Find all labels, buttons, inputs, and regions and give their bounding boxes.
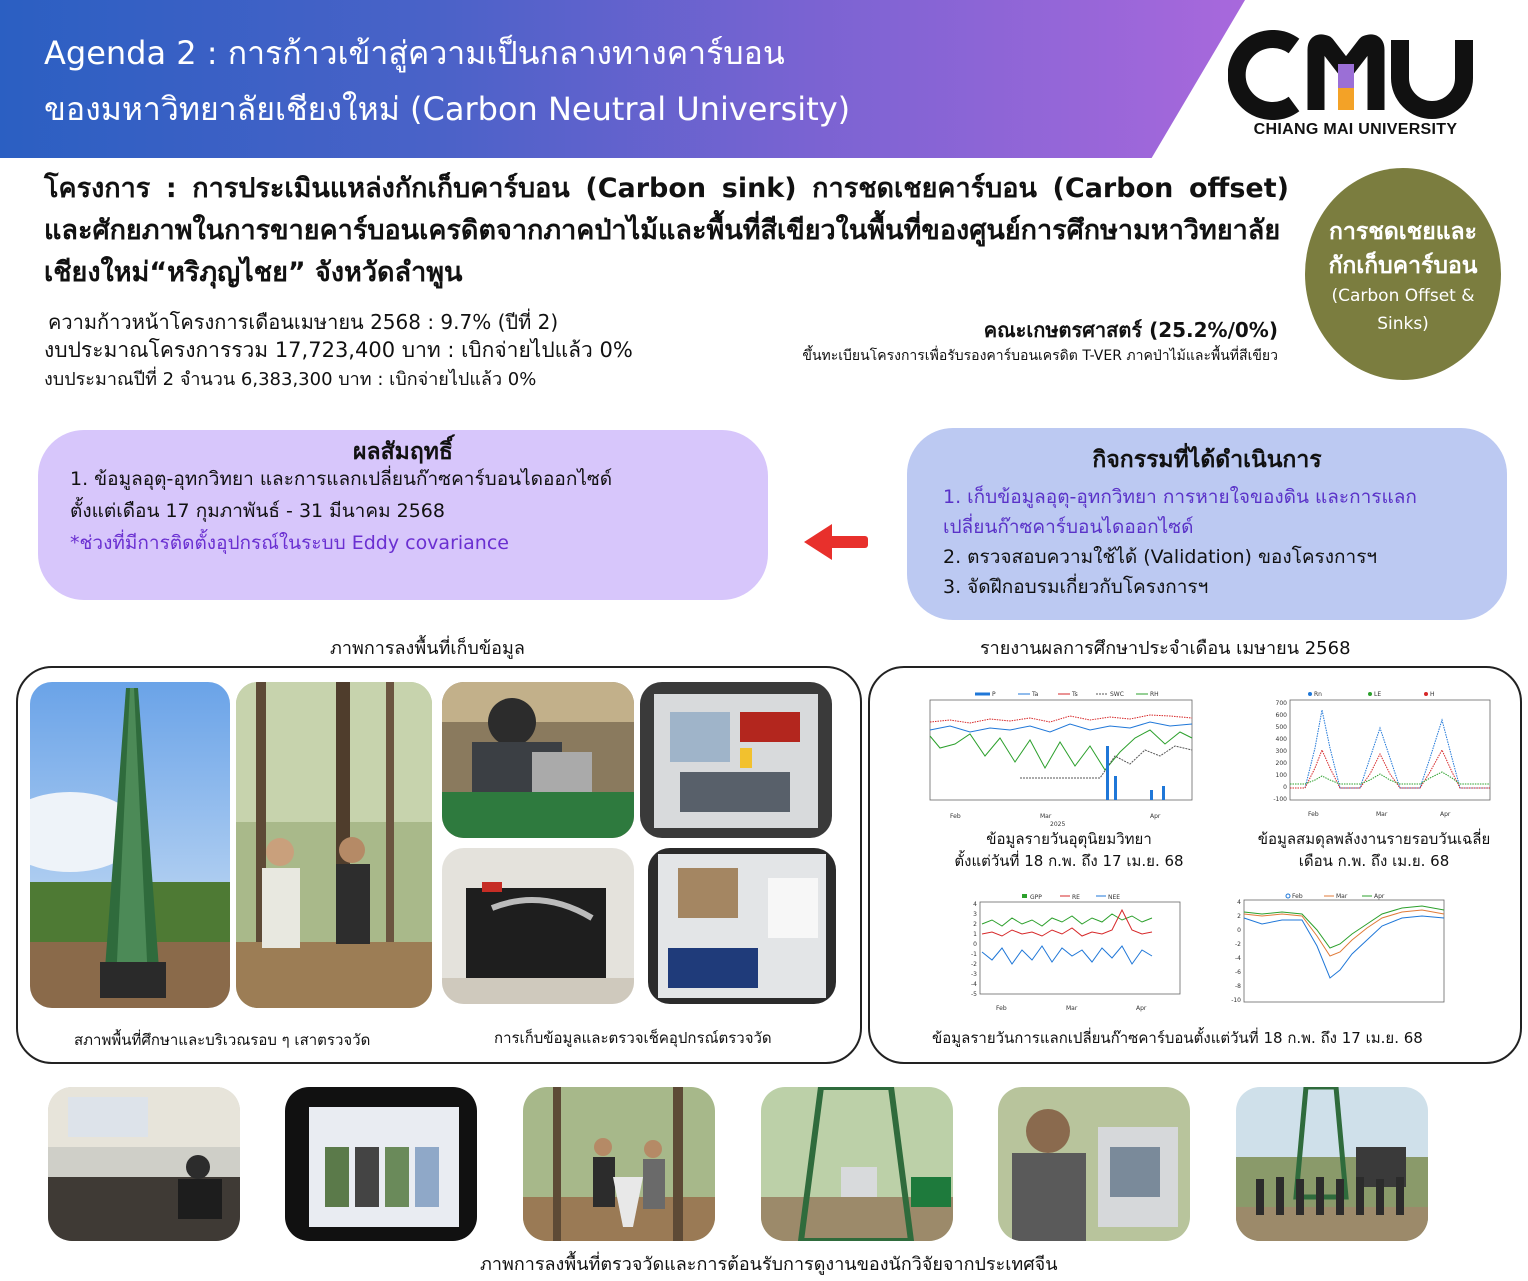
energy-legend-rn: Rn <box>1314 691 1322 698</box>
badge-line3: (Carbon Offset & <box>1331 286 1475 306</box>
met-legend-ts: Ts <box>1072 691 1078 698</box>
svg-text:700: 700 <box>1275 700 1287 707</box>
met-month-feb: Feb <box>950 813 961 820</box>
svg-text:-4: -4 <box>971 981 977 988</box>
budget-total: งบประมาณโครงการรวม 17,723,400 บาท : เบิกจ่ายไปแล้ว 0% <box>44 338 633 362</box>
svg-text:0: 0 <box>1283 784 1287 791</box>
report-charts-panel <box>868 666 1522 1064</box>
registration-note: ขึ้นทะเบียนโครงการเพื่อรับรองคาร์บอนเครดิต T-VER ภาคป่าไม้และพื้นที่สีเขียว <box>802 348 1278 364</box>
flux-month-mar: Mar <box>1066 1005 1078 1012</box>
svg-text:500: 500 <box>1275 724 1287 731</box>
field-section-caption: ภาพการลงพื้นที่เก็บข้อมูล <box>330 638 525 659</box>
project-progress: ความก้าวหน้าโครงการเดือนเมษายน 2568 : 9.7% (ปีที่ 2) <box>48 310 559 334</box>
control-box-photo <box>648 848 836 1004</box>
met-month-apr: Apr <box>1150 813 1161 820</box>
field-photos-panel <box>16 666 862 1064</box>
met-month-mar: Mar <box>1040 813 1052 820</box>
energy-legend-le: LE <box>1374 691 1382 698</box>
battery-photo <box>442 848 634 1004</box>
svg-text:300: 300 <box>1275 748 1287 755</box>
datalogger-photo <box>640 682 832 838</box>
results-box <box>38 430 768 600</box>
meteorology-chart <box>900 686 1220 828</box>
equipment-check-photo <box>998 1087 1190 1241</box>
diurnal-legend-mar: Mar <box>1336 893 1348 900</box>
met-legend-ta: Ta <box>1032 691 1039 698</box>
budget-year2: งบประมาณปีที่ 2 จำนวน 6,383,300 บาท : เบิกจ่ายไปแล้ว 0% <box>44 369 537 390</box>
activities-box <box>907 428 1507 620</box>
presentation-photo <box>285 1087 477 1241</box>
svg-text:-2: -2 <box>971 961 977 968</box>
report-section-caption: รายงานผลการศึกษาประจำเดือน เมษายน 2568 <box>980 638 1351 659</box>
results-title: ผลสัมฤทธิ์ <box>353 439 453 465</box>
svg-text:0: 0 <box>973 941 977 948</box>
flux-month-feb: Feb <box>996 1005 1007 1012</box>
meeting-photo <box>48 1087 240 1241</box>
activity-line1: 1. เก็บข้อมูลอุตุ-อุทกวิทยา การหายใจของดิน และการแลก <box>943 486 1417 508</box>
energy-month-apr: Apr <box>1440 811 1451 818</box>
svg-text:-3: -3 <box>971 971 977 978</box>
field-visit-photo <box>523 1087 715 1241</box>
flux-caption: ข้อมูลรายวันการแลกเปลี่ยนก๊าซคาร์บอนตั้งแต่วันที่ 18 ก.พ. ถึง 17 เม.ย. 68 <box>932 1029 1423 1047</box>
met-legend-p: P <box>992 691 996 698</box>
svg-text:-5: -5 <box>971 991 977 998</box>
bottom-caption: ภาพการลงพื้นที่ตรวจวัดและการต้อนรับการดูงานของนักวิจัยจากประเทศจีน <box>480 1254 1058 1275</box>
svg-text:-10: -10 <box>1231 997 1241 1004</box>
faculty-label: คณะเกษตรศาสตร์ (25.2%/0%) <box>983 318 1278 342</box>
svg-text:-4: -4 <box>1235 955 1241 962</box>
svg-text:-8: -8 <box>1235 983 1241 990</box>
met-year: 2025 <box>1050 821 1066 828</box>
svg-text:200: 200 <box>1275 760 1287 767</box>
activity-line3: 2. ตรวจสอบความใช้ได้ (Validation) ของโครงการฯ <box>943 546 1378 568</box>
svg-text:100: 100 <box>1275 772 1287 779</box>
agenda-title-line2: ของมหาวิทยาลัยเชียงใหม่ (Carbon Neutral University) <box>44 90 851 128</box>
svg-text:2: 2 <box>1237 913 1241 920</box>
svg-text:-1: -1 <box>971 951 977 958</box>
flux-month-apr: Apr <box>1136 1005 1147 1012</box>
svg-text:-100: -100 <box>1273 796 1287 803</box>
svg-text:600: 600 <box>1275 712 1287 719</box>
diurnal-legend-feb: Feb <box>1292 893 1303 900</box>
svg-text:3: 3 <box>973 911 977 918</box>
svg-text:1: 1 <box>973 931 977 938</box>
svg-text:2: 2 <box>973 921 977 928</box>
svg-text:400: 400 <box>1275 736 1287 743</box>
svg-text:-6: -6 <box>1235 969 1241 976</box>
svg-text:4: 4 <box>1237 899 1241 906</box>
results-line1: 1. ข้อมูลอุตุ-อุทกวิทยา และการแลกเปลี่ยนก๊าซคาร์บอนไดออกไซด์ <box>70 468 613 490</box>
carbon-flux-chart <box>956 890 1186 1016</box>
svg-text:0: 0 <box>1237 927 1241 934</box>
site-caption: สภาพพื้นที่ศึกษาและบริเวณรอบ ๆ เสาตรวจวัด <box>74 1031 371 1049</box>
flux-legend-nee: NEE <box>1108 894 1121 901</box>
energy-month-mar: Mar <box>1376 811 1388 818</box>
carbon-offset-badge <box>1305 168 1501 380</box>
equipment-caption: การเก็บข้อมูลและตรวจเช็คอุปกรณ์ตรวจวัด <box>494 1029 772 1047</box>
met-caption-line2: ตั้งแต่วันที่ 18 ก.พ. ถึง 17 เม.ย. 68 <box>954 852 1184 870</box>
left-arrow-icon <box>800 522 872 562</box>
energy-caption-line2: เดือน ก.พ. ถึง เม.ย. 68 <box>1298 852 1450 870</box>
group-photo <box>1236 1087 1428 1241</box>
badge-line2: กักเก็บคาร์บอน <box>1328 253 1478 279</box>
activity-line4: 3. จัดฝึกอบรมเกี่ยวกับโครงการฯ <box>943 576 1209 598</box>
diurnal-nee-chart <box>1222 890 1448 1016</box>
met-caption-line1: ข้อมูลรายวันอุตุนิยมวิทยา <box>986 830 1152 848</box>
tower-photo <box>30 682 230 1008</box>
tower-base-photo <box>761 1087 953 1241</box>
energy-month-feb: Feb <box>1308 811 1319 818</box>
badge-line1: การชดเชยและ <box>1329 219 1477 245</box>
flux-legend-gpp: GPP <box>1030 894 1042 901</box>
met-legend-swc: SWC <box>1110 691 1124 698</box>
activities-title: กิจกรรมที่ได้ดำเนินการ <box>1092 447 1322 473</box>
energy-legend-h: H <box>1430 691 1435 698</box>
results-note: *ช่วงที่มีการติดตั้งอุปกรณ์ในระบบ Eddy covariance <box>70 532 509 554</box>
energy-caption <box>1246 828 1502 872</box>
met-legend-rh: RH <box>1150 691 1159 698</box>
diurnal-legend-apr: Apr <box>1374 893 1385 900</box>
met-caption <box>954 828 1184 872</box>
agenda-title-line1: Agenda 2 : การก้าวเข้าสู่ความเป็นกลางทางคาร์บอน <box>44 34 785 72</box>
flux-legend-re: RE <box>1072 894 1080 901</box>
energy-caption-line1: ข้อมูลสมดุลพลังงานรายรอบวันเฉลี่ย <box>1257 830 1491 848</box>
svg-text:4: 4 <box>973 901 977 908</box>
badge-line4: Sinks) <box>1377 314 1429 334</box>
forest-photo <box>236 682 432 1008</box>
logo-subtitle: CHIANG MAI UNIVERSITY <box>1253 121 1458 138</box>
results-line2: ตั้งแต่เดือน 17 กุมภาพันธ์ - 31 มีนาคม 2568 <box>70 500 445 522</box>
energy-balance-chart <box>1260 688 1500 828</box>
project-title: โครงการ : การประเมินแหล่งกักเก็บคาร์บอน (Carbon sink) การชดเชยคาร์บอน (Carbon offset) และศักยภาพในการขายคาร์บอนเครดิตจากภาคป่าไม้และพื้นที่สีเขียวในพื้นที่ของศูนย์การศึกษามหาวิทยาลัยเชียงใหม่“หริภุญไชย” จังหวัดลำพูน <box>44 173 1289 288</box>
technician-photo <box>442 682 634 838</box>
svg-text:-2: -2 <box>1235 941 1241 948</box>
activity-line2: เปลี่ยนก๊าซคาร์บอนไดออกไซด์ <box>943 516 1194 538</box>
